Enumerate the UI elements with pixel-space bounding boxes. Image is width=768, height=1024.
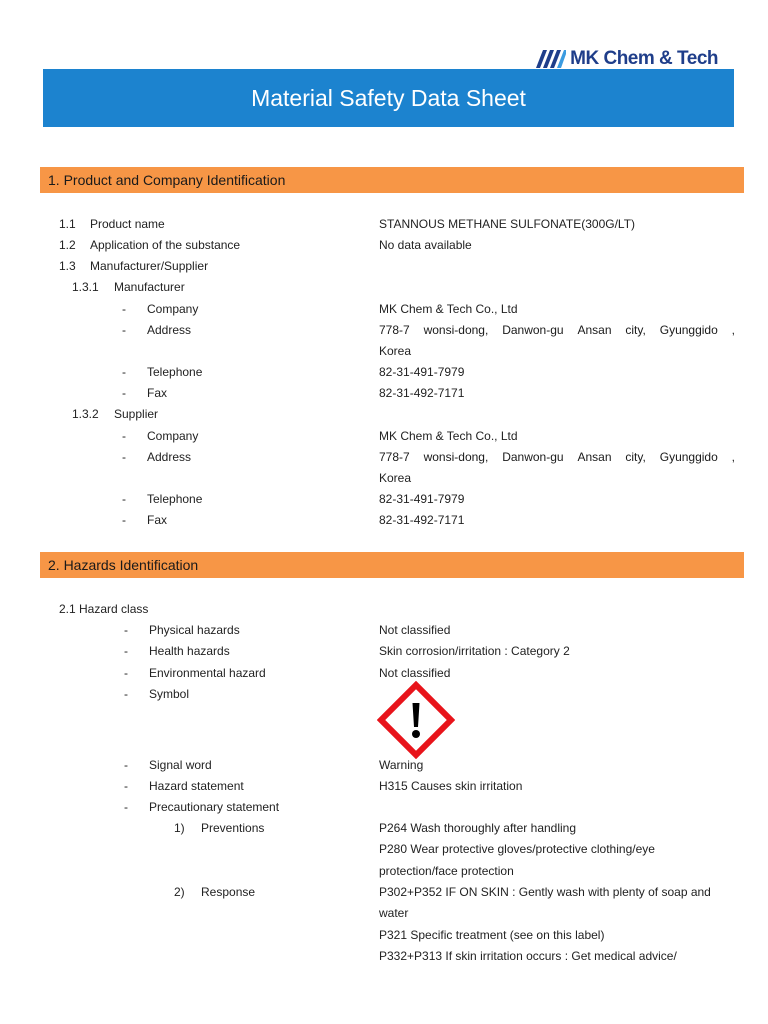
hazard-class-label: 2.1 Hazard class — [59, 602, 149, 616]
response-line-4: P332+P313 If skin irritation occurs : Get medical advice/ — [379, 949, 677, 963]
supplier-company-label: Company — [147, 429, 199, 443]
row-number: 1.3.2 — [72, 407, 99, 421]
environmental-hazard-label: Environmental hazard — [149, 666, 266, 680]
precautionary-statement-label: Precautionary statement — [149, 800, 280, 814]
bullet-dash: - — [122, 450, 126, 464]
manufacturer-fax-label: Fax — [147, 386, 168, 400]
bullet-dash: - — [122, 386, 126, 400]
bullet-dash: - — [124, 758, 128, 772]
section-2-header — [40, 552, 744, 578]
manufacturer-address-line-2: Korea — [379, 344, 412, 358]
hazard-statement-value: H315 Causes skin irritation — [379, 779, 523, 793]
manufacturer-telephone-value: 82-31-491-7979 — [379, 365, 465, 379]
preventions-line-3: protection/face protection — [379, 864, 514, 878]
symbol-label: Symbol — [149, 687, 190, 701]
manufacturer-label: Manufacturer — [114, 280, 185, 294]
list-number: 1) — [174, 821, 185, 835]
supplier-fax-value: 82-31-492-7171 — [379, 513, 465, 527]
bullet-dash: - — [124, 800, 128, 814]
environmental-hazard-value: Not classified — [379, 666, 451, 680]
product-name-label: Product name — [90, 217, 165, 231]
bullet-dash: - — [124, 779, 128, 793]
section-1-heading: 1. Product and Company Identification — [48, 172, 286, 188]
row-number: 1.1 — [59, 217, 76, 231]
manufacturer-address-line-1: 778-7 wonsi-dong, Danwon-gu Ansan city, Gyunggido , — [379, 323, 736, 337]
signal-word-label: Signal word — [149, 758, 212, 772]
company-logo — [532, 48, 718, 70]
manufacturer-company-label: Company — [147, 302, 199, 316]
supplier-telephone-label: Telephone — [147, 492, 203, 506]
bullet-dash: - — [122, 323, 126, 337]
bullet-dash: - — [124, 666, 128, 680]
supplier-address-line-2: Korea — [379, 471, 412, 485]
physical-hazards-value: Not classified — [379, 623, 451, 637]
bullet-dash: - — [122, 429, 126, 443]
application-value: No data available — [379, 238, 472, 252]
bullet-dash: - — [122, 365, 126, 379]
row-number: 1.2 — [59, 238, 76, 252]
physical-hazards-label: Physical hazards — [149, 623, 240, 637]
signal-word-value: Warning — [379, 758, 424, 772]
preventions-line-1: P264 Wash thoroughly after handling — [379, 821, 577, 835]
preventions-line-2: P280 Wear protective gloves/protective clothing/eye — [379, 842, 655, 856]
list-number: 2) — [174, 885, 185, 899]
supplier-address-line-1: 778-7 wonsi-dong, Danwon-gu Ansan city, Gyunggido , — [379, 450, 736, 464]
supplier-address-label: Address — [147, 450, 192, 464]
response-label: Response — [201, 885, 256, 899]
logo-stripes-icon — [532, 50, 566, 68]
page-title: Material Safety Data Sheet — [251, 84, 526, 111]
response-line-1: P302+P352 IF ON SKIN : Gently wash with plenty of soap and — [379, 885, 711, 899]
bullet-dash: - — [122, 302, 126, 316]
supplier-telephone-value: 82-31-491-7979 — [379, 492, 465, 506]
supplier-label: Supplier — [114, 407, 159, 421]
manufacturer-fax-value: 82-31-492-7171 — [379, 386, 465, 400]
logo-text: MK Chem & Tech — [570, 48, 718, 69]
title-banner — [43, 69, 734, 127]
supplier-company-value: MK Chem & Tech Co., Ltd — [379, 429, 518, 443]
supplier-fax-label: Fax — [147, 513, 168, 527]
health-hazards-label: Health hazards — [149, 644, 230, 658]
manufacturer-company-value: MK Chem & Tech Co., Ltd — [379, 302, 518, 316]
hazard-statement-label: Hazard statement — [149, 779, 244, 793]
bullet-dash: - — [124, 623, 128, 637]
manufacturer-supplier-label: Manufacturer/Supplier — [90, 259, 209, 273]
preventions-label: Preventions — [201, 821, 265, 835]
bullet-dash: - — [122, 513, 126, 527]
response-line-2: water — [379, 906, 409, 920]
bullet-dash: - — [124, 687, 128, 701]
manufacturer-telephone-label: Telephone — [147, 365, 203, 379]
response-line-3: P321 Specific treatment (see on this label) — [379, 928, 605, 942]
row-number: 1.3 — [59, 259, 76, 273]
product-name-value: STANNOUS METHANE SULFONATE(300G/LT) — [379, 217, 636, 231]
health-hazards-value: Skin corrosion/irritation : Category 2 — [379, 644, 570, 658]
application-label: Application of the substance — [90, 238, 241, 252]
bullet-dash: - — [122, 492, 126, 506]
section-2-heading: 2. Hazards Identification — [48, 557, 199, 573]
section-1-header — [40, 167, 744, 193]
bullet-dash: - — [124, 644, 128, 658]
exclamation-mark-pictogram-icon — [377, 681, 455, 759]
row-number: 1.3.1 — [72, 280, 99, 294]
manufacturer-address-label: Address — [147, 323, 192, 337]
